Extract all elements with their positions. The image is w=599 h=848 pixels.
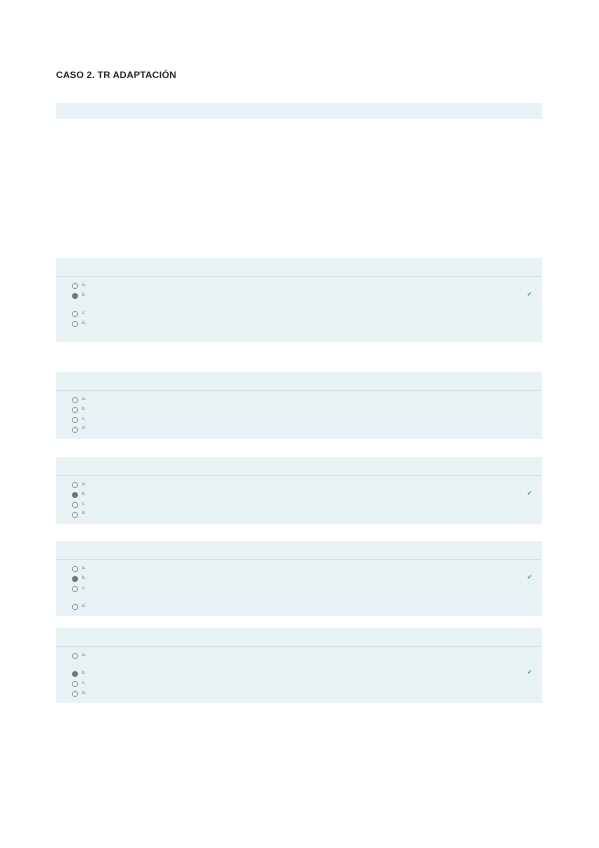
question-card [56, 541, 542, 616]
answer-option[interactable] [60, 292, 538, 307]
answer-option[interactable] [60, 652, 538, 667]
question-card [56, 628, 542, 703]
radio-button[interactable] [72, 586, 78, 592]
option-letter: a. [82, 282, 86, 287]
answer-options [56, 277, 542, 342]
radio-button[interactable] [72, 502, 78, 508]
option-letter: a. [82, 396, 86, 401]
answer-option[interactable] [60, 491, 538, 498]
case-title: CASO 2. TR ADAPTACIÓN [56, 70, 177, 81]
radio-button[interactable] [72, 417, 78, 423]
answer-options [56, 647, 542, 703]
option-letter: d. [82, 319, 86, 325]
answer-option[interactable] [60, 481, 538, 488]
answer-option[interactable] [60, 603, 538, 610]
question-card [56, 457, 542, 524]
answer-options [56, 391, 542, 439]
radio-button[interactable] [72, 566, 78, 572]
check-icon: ✔ [526, 291, 532, 298]
radio-button[interactable] [72, 311, 78, 317]
radio-button[interactable] [72, 512, 78, 518]
case-description [56, 103, 542, 119]
option-letter: d. [82, 689, 86, 695]
question-card [56, 258, 542, 342]
answer-option[interactable] [60, 680, 538, 687]
answer-options [56, 560, 542, 616]
check-icon: ✔ [526, 669, 532, 676]
radio-button[interactable] [72, 321, 78, 327]
option-letter: b. [82, 291, 86, 297]
option-letter: c. [82, 500, 86, 506]
document-page [56, 70, 542, 119]
radio-button[interactable] [72, 671, 78, 677]
radio-button[interactable] [72, 407, 78, 413]
radio-button[interactable] [72, 604, 78, 610]
answer-option[interactable] [60, 282, 538, 289]
option-letter: d. [82, 425, 86, 431]
question-card [56, 372, 542, 439]
option-letter: a. [82, 652, 86, 657]
question-prompt [56, 258, 542, 277]
answer-option[interactable] [60, 510, 538, 517]
answer-option[interactable] [60, 406, 538, 413]
question-prompt [56, 628, 542, 647]
answer-option[interactable] [60, 585, 538, 600]
question-prompt [56, 457, 542, 476]
answer-option[interactable] [60, 501, 538, 508]
radio-button[interactable] [72, 293, 78, 299]
check-icon: ✔ [526, 490, 532, 497]
option-letter: a. [82, 481, 86, 486]
answer-option[interactable] [60, 425, 538, 432]
option-letter: c. [82, 584, 86, 590]
radio-button[interactable] [72, 653, 78, 659]
answer-option[interactable] [60, 565, 538, 572]
radio-button[interactable] [72, 482, 78, 488]
option-letter: d. [82, 510, 86, 516]
radio-button[interactable] [72, 681, 78, 687]
answer-option[interactable] [60, 690, 538, 697]
radio-button[interactable] [72, 283, 78, 289]
option-letter: c. [82, 679, 86, 685]
answer-option[interactable] [60, 670, 538, 677]
radio-button[interactable] [72, 492, 78, 498]
answer-option[interactable] [60, 320, 538, 335]
option-letter: b. [82, 490, 86, 496]
option-letter: c. [82, 309, 86, 315]
radio-button[interactable] [72, 427, 78, 433]
question-prompt [56, 541, 542, 560]
radio-button[interactable] [72, 691, 78, 697]
answer-option[interactable] [60, 310, 538, 317]
option-letter: c. [82, 415, 86, 421]
answer-option[interactable] [60, 416, 538, 423]
radio-button[interactable] [72, 576, 78, 582]
option-letter: d. [82, 602, 86, 608]
question-prompt [56, 372, 542, 391]
radio-button[interactable] [72, 397, 78, 403]
check-icon: ✔ [526, 574, 532, 581]
answer-options [56, 476, 542, 524]
answer-option[interactable] [60, 396, 538, 403]
option-letter: b. [82, 669, 86, 675]
option-letter: b. [82, 574, 86, 580]
answer-option[interactable] [60, 575, 538, 582]
option-letter: b. [82, 405, 86, 411]
option-letter: a. [82, 565, 86, 570]
